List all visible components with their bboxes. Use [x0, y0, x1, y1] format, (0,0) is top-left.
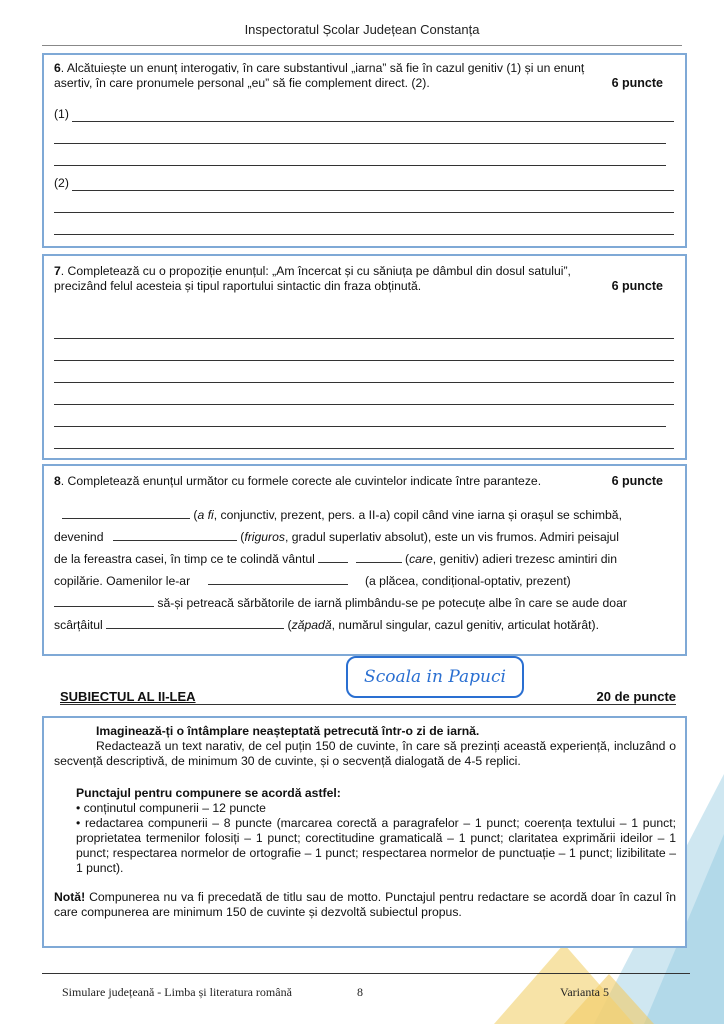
hint-text: a fi — [197, 508, 214, 522]
question-6-points: 6 puncte — [611, 76, 663, 90]
sentence-text: copilărie. Oamenilor le-ar — [54, 574, 191, 588]
scoring-title: Punctajul pentru compunere se acordă astfel: — [76, 786, 341, 800]
note-label: Notă! — [54, 890, 86, 904]
fill-line-4 — [54, 570, 678, 592]
hint-text: , numărul singular, cazul genitiv, articulat hotărât). — [331, 618, 599, 632]
footer-variant: Varianta 5 — [560, 985, 609, 999]
essay-instructions: Redactează un text narativ, de cel puțin 150 de cuvinte, în care să prezinți această experiență, incluzând o secvență descriptivă, de minimum 30 de cuvinte, și o secvență dialogată de 4-5 replici. — [54, 739, 676, 768]
watermark-stamp: Scoala in Papuci — [346, 656, 524, 698]
sentence-text: să-și petreacă sărbătorile de iarnă plimbându-se pe potecuțe albe în care se aude doar — [157, 596, 627, 610]
fill-blank[interactable] — [113, 528, 237, 541]
question-8-instruction: . Completează enunțul următor cu formele corecte ale cuvintelor indicate între paranteze. — [60, 474, 542, 488]
question-8-box — [42, 464, 687, 656]
fill-blank[interactable] — [318, 550, 348, 563]
hint-text: (a plăcea, condițional-optativ, prezent) — [364, 574, 571, 588]
fill-line-3: de la fereastra casei, în timp ce te colindă vântul (care, genitiv) adieri trezesc amintiri din — [54, 552, 618, 566]
answer-line[interactable] — [72, 190, 674, 191]
fill-blank[interactable] — [356, 550, 402, 563]
question-6-line-a: . Alcătuiește un enunț interogativ, în care substantivul „iarna” să fie în cazul genitiv (1) și un enunț — [60, 61, 585, 75]
essay-box — [42, 716, 687, 948]
question-7-line-a: . Completează cu o propoziție enunțul: „Am încercat și cu săniuța pe dâmbul din dosul satului”, — [60, 264, 571, 278]
subject-2-points: 20 de puncte — [596, 689, 676, 704]
header-divider — [42, 45, 682, 46]
answer-line[interactable] — [54, 143, 666, 144]
question-7-number: 7 — [54, 264, 61, 278]
essay-note — [54, 890, 676, 920]
essay-prompt: Imaginează-ți o întâmplare neașteptată petrecută într-o zi de iarnă. — [96, 724, 480, 738]
question-6-number: 6 — [54, 61, 61, 75]
question-6-box — [42, 53, 687, 248]
answer-line[interactable] — [54, 212, 674, 213]
answer-line[interactable] — [54, 448, 674, 449]
fill-blank[interactable] — [62, 506, 190, 519]
subject-2-rule — [60, 704, 676, 705]
question-7-points: 6 puncte — [611, 279, 663, 293]
answer-line[interactable] — [54, 234, 674, 235]
answer-label-2: (2) — [54, 176, 69, 190]
fill-blank[interactable] — [106, 616, 284, 629]
question-8-paragraph — [54, 504, 678, 636]
fill-blank[interactable] — [54, 594, 154, 607]
scoring-bullet-2: • redactarea compunerii – 8 puncte (marcarea corectă a paragrafelor – 1 punct; coerența textului – 1 punct; proprietatea termenilor folosiți – 1 punct; corectitudine gramaticală – 1 punct; claritatea exprimării ideilor – 1 punct; respectarea normelor de ortografie – 1 punct; respectarea normelor de punctuație – 1 punct; lizibilitate – 1 punct). — [76, 816, 676, 875]
footer-rule — [42, 973, 690, 974]
subject-2-title: SUBIECTUL AL II-LEA — [60, 689, 196, 704]
question-7-text — [54, 264, 676, 294]
sentence-text: scârțâitul — [54, 618, 103, 632]
answer-line[interactable] — [54, 382, 674, 383]
answer-line[interactable] — [54, 360, 674, 361]
hint-text: care — [409, 552, 433, 566]
hint-text: , conjunctiv, prezent, pers. a II-a) copil când vine iarna și orașul se schimbă, — [213, 508, 622, 522]
page-number: 8 — [357, 985, 363, 999]
fill-line-1: (a fi, conjunctiv, prezent, pers. a II-a) copil când vine iarna și orașul se schimbă, — [54, 504, 678, 526]
answer-line[interactable] — [54, 165, 666, 166]
hint-text: , genitiv) adieri trezesc amintiri din — [432, 552, 618, 566]
page-header: Inspectoratul Școlar Județean Constanța — [244, 22, 480, 37]
question-8-number: 8 — [54, 474, 61, 488]
question-7-box — [42, 254, 687, 460]
sentence-text: de la fereastra casei, în timp ce te colindă vântul — [54, 552, 315, 566]
hint-text: zăpadă — [291, 618, 332, 632]
fill-line-5 — [54, 592, 678, 614]
answer-line[interactable] — [54, 338, 674, 339]
fill-blank[interactable] — [208, 572, 348, 585]
sentence-text: devenind — [54, 530, 104, 544]
footer-subject: Simulare județeană - Limba și literatura română — [62, 985, 292, 999]
question-8-text — [54, 474, 541, 489]
question-6-text — [54, 61, 676, 91]
hint-text: , gradul superlativ absolut), este un vis frumos. Admiri peisajul — [284, 530, 619, 544]
scoring-bullet-1: • conținutul compunerii – 12 puncte — [76, 801, 266, 815]
answer-line[interactable] — [54, 404, 674, 405]
answer-line[interactable] — [54, 426, 666, 427]
answer-label-1: (1) — [54, 107, 69, 121]
fill-line-6: scârțâitul (zăpadă, numărul singular, cazul genitiv, articulat hotărât). — [54, 618, 599, 632]
answer-line[interactable] — [72, 121, 674, 122]
fill-line-2: devenind (friguros, gradul superlativ absolut), este un vis frumos. Admiri peisajul — [54, 530, 619, 544]
note-text: Compunerea nu va fi precedată de titlu sau de motto. Punctajul pentru redactare se acordă doar în cazul în care compunerea are minimum 150 de cuvinte și dezvoltă subiectul propus. — [54, 890, 676, 919]
hint-text: friguros — [244, 530, 285, 544]
question-7-line-b: precizând felul acesteia și tipul raportului sintactic din fraza obținută. — [54, 279, 422, 293]
question-8-points: 6 puncte — [611, 474, 663, 488]
question-6-line-b: asertiv, în care pronumele personal „eu” să fie complement direct. (2). — [54, 76, 430, 90]
